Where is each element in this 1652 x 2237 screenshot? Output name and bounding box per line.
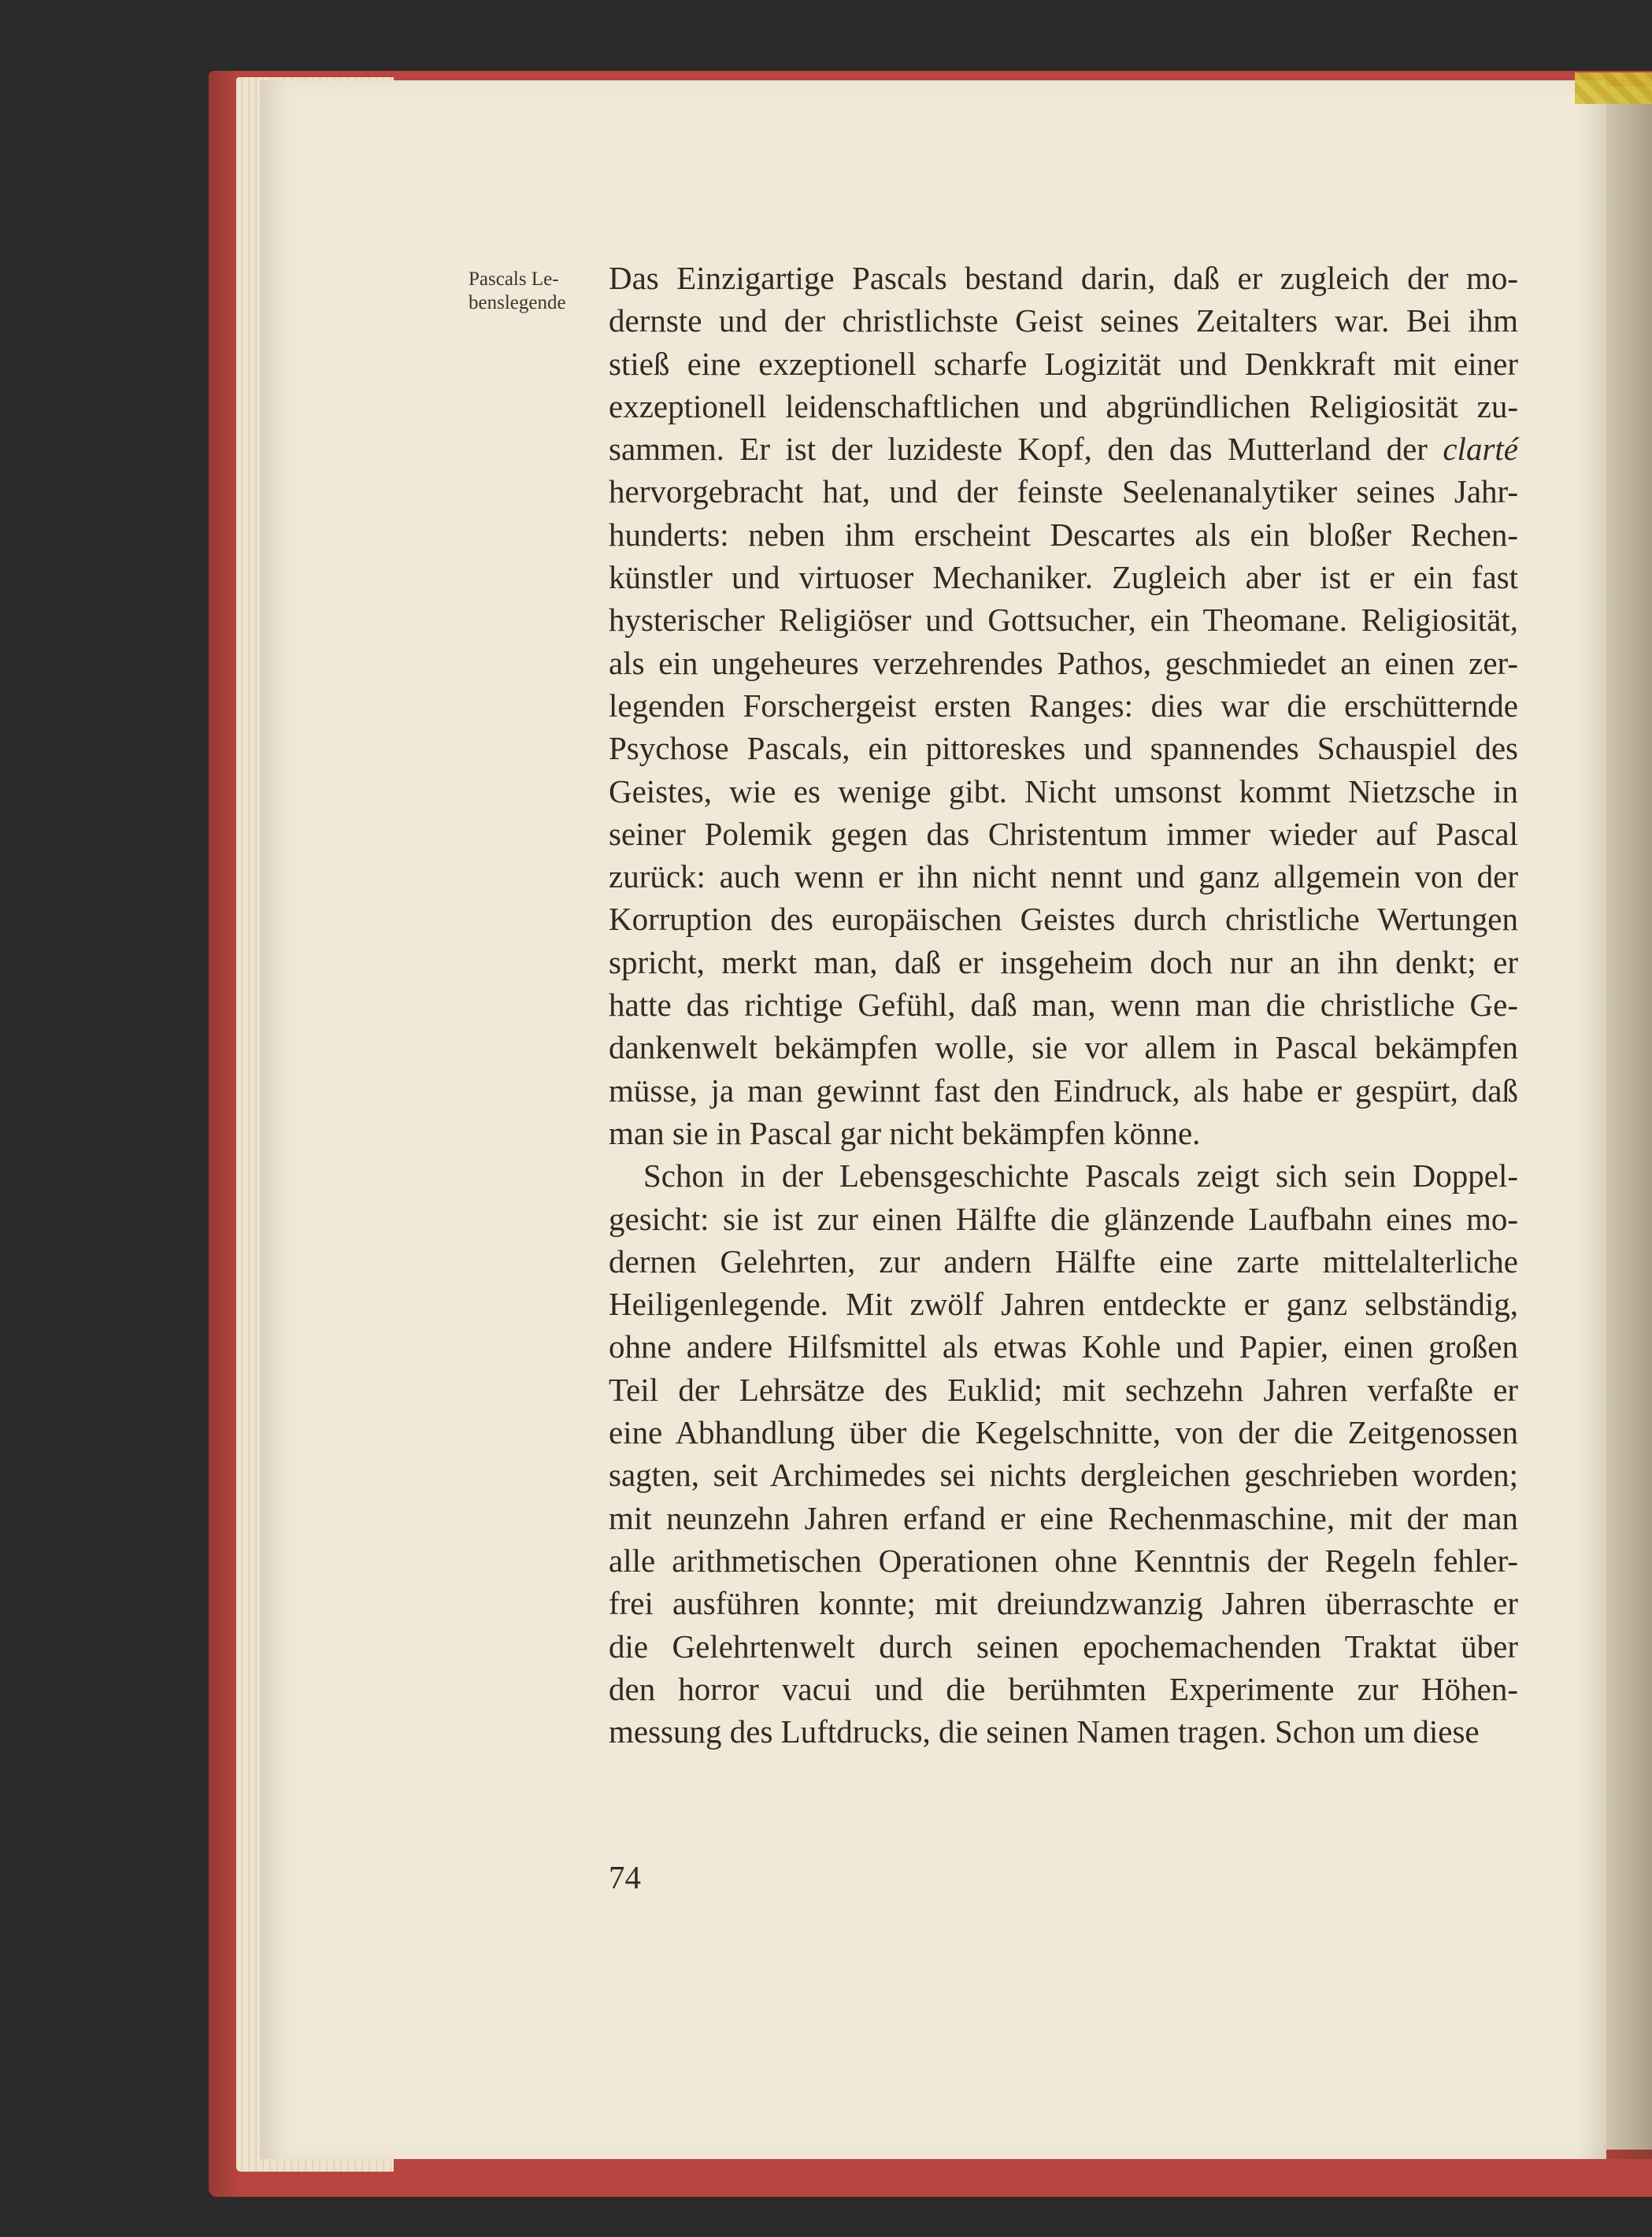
text-line: alle arithmetischen Operationen ohne Kenntnis der Regeln fehler- [609, 1542, 1518, 1579]
page-gutter-shadow [1579, 80, 1652, 2159]
text-line: dankenwelt bekämpfen wolle, sie vor allem in Pascal bekämpfen [609, 1029, 1518, 1066]
text-line: messung des Luftdrucks, die seinen Namen tragen. Schon um diese [609, 1713, 1480, 1750]
text-line: dernste und der christlichste Geist seines Zeitalters war. Bei ihm [609, 302, 1518, 339]
text-line: seiner Polemik gegen das Christentum immer wieder auf Pascal [609, 815, 1518, 852]
text-line: ohne andere Hilfsmittel als etwas Kohle und Papier, einen großen [609, 1328, 1518, 1365]
text-line: legenden Forschergeist ersten Ranges: dies war die erschütternde [609, 687, 1518, 724]
text-line: mit neunzehn Jahren erfand er eine Rechenmaschine, mit der man [609, 1499, 1518, 1536]
text-line: Psychose Pascals, ein pittoreskes und spannendes Schauspiel des [609, 730, 1518, 767]
text-line: Schon in der Lebensgeschichte Pascals zeigt sich sein Doppel- [643, 1157, 1518, 1194]
text-line: man sie in Pascal gar nicht bekämpfen könne. [609, 1114, 1201, 1151]
text-line: exzeptionell leidenschaftlichen und abgründlichen Religiosität zu- [609, 387, 1518, 424]
text-line: hysterischer Religiöser und Gottsucher, ein Theomane. Religiosität, [609, 602, 1518, 639]
bookmark-ribbon [1575, 72, 1652, 104]
page-number: 74 [609, 1859, 641, 1895]
margin-note [469, 268, 594, 315]
text-line: Das Einzigartige Pascals bestand darin, daß er zugleich der mo- [609, 260, 1518, 296]
text-line: gesicht: sie ist zur einen Hälfte die glänzende Laufbahn eines mo- [609, 1200, 1518, 1237]
text-line: dernen Gelehrten, zur andern Hälfte eine zarte mittelalterliche [609, 1243, 1518, 1280]
text-line: spricht, merkt man, daß er insgeheim doch nur an ihn denkt; er [609, 943, 1518, 980]
text-line: Teil der Lehrsätze des Euklid; mit sechzehn Jahren verfaßte er [609, 1371, 1518, 1408]
text-line: Geistes, wie es wenige gibt. Nicht umsonst kommt Nietzsche in [609, 772, 1518, 809]
text-line: die Gelehrtenwelt durch seinen epochemachenden Traktat über [609, 1628, 1518, 1665]
text-line: eine Abhandlung über die Kegelschnitte, von der die Zeitgenossen [609, 1414, 1518, 1451]
margin-note-line: benslegende [469, 292, 566, 313]
paragraph [609, 1154, 1518, 1753]
italic-word: clarté [1443, 431, 1518, 468]
text-line: frei ausführen konnte; mit dreiundzwanzig Jahren überraschte er [609, 1585, 1518, 1622]
text-line: Korruption des europäischen Geistes durch christliche Wertungen [609, 901, 1518, 938]
text-line: müsse, ja man gewinnt fast den Eindruck, als habe er gespürt, daß [609, 1072, 1518, 1109]
paragraph [609, 257, 1518, 1154]
text-line: den horror vacui und die berühmten Experimente zur Höhen- [609, 1670, 1518, 1707]
margin-note-line: Pascals Le- [469, 269, 559, 290]
text-line: zurück: auch wenn er ihn nicht nennt und ganz allgemein von der [609, 858, 1518, 895]
text-line: sagten, seit Archimedes sei nichts dergleichen geschrieben worden; [609, 1457, 1518, 1494]
text-line: Heiligenlegende. Mit zwölf Jahren entdeckte er ganz selbständig, [609, 1286, 1518, 1323]
text-line: stieß eine exzeptionell scharfe Logizität und Denkkraft mit einer [609, 345, 1518, 382]
text-line: sammen. Er ist der luzideste Kopf, den das Mutterland der clarté [609, 431, 1518, 468]
text-line: als ein ungeheures verzehrendes Pathos, geschmiedet an einen zer- [609, 644, 1518, 681]
text-line: hatte das richtige Gefühl, daß man, wenn man die christliche Ge- [609, 987, 1518, 1024]
text-line: künstler und virtuoser Mechaniker. Zugleich aber ist er ein fast [609, 559, 1518, 596]
body-text [609, 257, 1518, 1753]
text-line: hunderts: neben ihm erscheint Descartes als ein bloßer Rechen- [609, 516, 1518, 553]
cover-shadow [209, 71, 240, 2197]
text-line: hervorgebracht hat, und der feinste Seelenanalytiker seines Jahr- [609, 473, 1518, 510]
